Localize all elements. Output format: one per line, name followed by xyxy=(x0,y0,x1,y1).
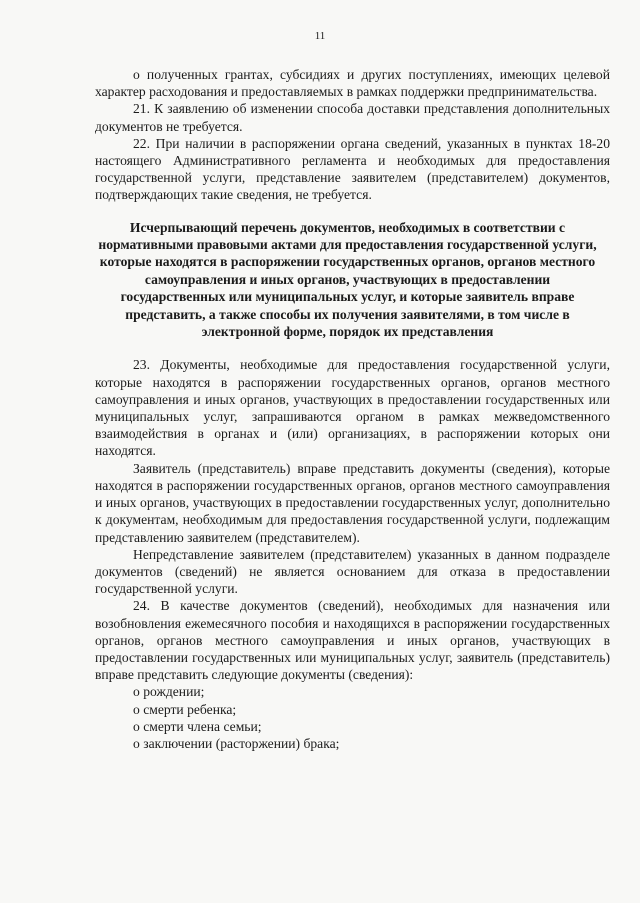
list-item-family-member-death: о смерти члена семьи; xyxy=(133,718,262,734)
section-heading: Исчерпывающий перечень документов, необходимых в соответствии с нормативными правовыми актами для предоставления государственной услуги, которые находятся в распоряжении государственных органов, органов местного самоуправления и иных органов, участвующих в предоставлении государственных или муниципальных услуг, и которые заявитель вправе представить, а также способы их получения заявителями, в том числе в электронной форме, порядок их представления xyxy=(98,219,597,340)
paragraph-21: 21. К заявлению об изменении способа доставки представления дополнительных документов не требуется. xyxy=(95,101,610,134)
list-item-birth: о рождении; xyxy=(133,684,205,700)
paragraph-grants: о полученных грантах, субсидиях и других поступлениях, имеющих целевой характер расходования и предоставляемых в рамках поддержки предпринимательства. xyxy=(95,67,610,100)
paragraph-22: 22. При наличии в распоряжении органа сведений, указанных в пунктах 18-20 настоящего Административного регламента и необходимых для предоставления государственной услуги, представление заявителем (представителем) документов, подтверждающих такие сведения, не требуется. xyxy=(95,135,610,203)
paragraph-non-submission: Непредставление заявителем (представителем) указанных в данном подразделе документов (сведений) не является основанием для отказа в предоставлении государственной услуги. xyxy=(95,546,610,597)
paragraph-applicant-right: Заявитель (представитель) вправе представить документы (сведения), которые находятся в распоряжении государственных органов, органов местного самоуправления и иных органов, участвующих в предоставлении государственных услуг, дополнительно к документам, необходимым для предоставления государственной услуги, подлежащим представлению заявителем (представителем). xyxy=(95,460,610,545)
paragraph-23: 23. Документы, необходимые для предоставления государственной услуги, которые находятся в распоряжении государственных органов, органов местного самоуправления и иных органов, участвующих в предоставлении государственных или муниципальных услуг, запрашиваются органом в рамках межведомственного взаимодействия в органах и (или) организациях, в распоряжении которых они находятся. xyxy=(95,357,610,459)
list-item-marriage: о заключении (расторжении) брака; xyxy=(133,735,340,751)
document-body xyxy=(95,66,610,752)
page-number: 11 xyxy=(314,30,326,42)
paragraph-24: 24. В качестве документов (сведений), необходимых для назначения или возобновления ежемесячного пособия и находящихся в распоряжении государственных органов, органов местного самоуправления и иных органов, участвующих в предоставлении государственных или муниципальных услуг, заявитель (представитель) вправе представить следующие документы (сведения): xyxy=(95,598,610,683)
list-item-child-death: о смерти ребенка; xyxy=(133,701,237,717)
